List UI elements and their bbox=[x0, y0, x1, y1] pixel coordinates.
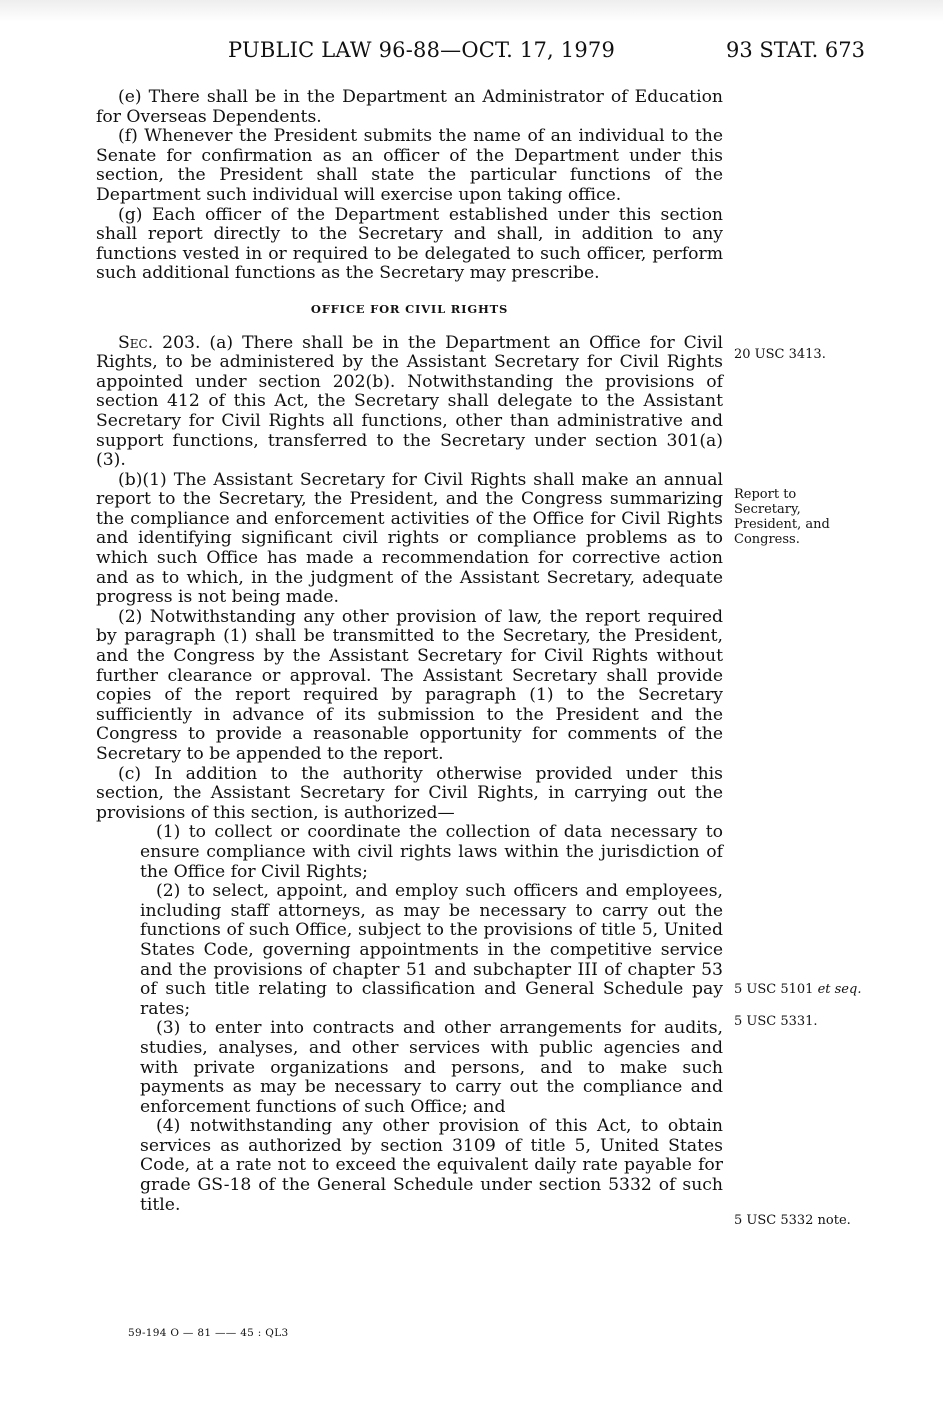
printing-code-footer: 59-194 O — 81 —— 45 : QL3 bbox=[128, 1327, 289, 1339]
usc-5101-label: 5 USC 5101 bbox=[734, 982, 814, 997]
scan-top-edge bbox=[0, 0, 943, 22]
item-2: (2) to select, appoint, and employ such officers and employees, including staff attorneys, as may be necessary to carry out the functions of such Office, subject to the provisions of title 5, United States Code, governing appointments in the competitive service and the provisions of chapter 51 and subchapter III of chapter 53 of such title relating to classification and General Schedule pay rates; bbox=[140, 881, 723, 1019]
section-203-a bbox=[96, 334, 723, 471]
public-law-citation: PUBLIC LAW 96-88—OCT. 17, 1979 bbox=[228, 38, 616, 62]
paragraph-e: (e) There shall be in the Department an Administrator of Education for Overseas Dependents. bbox=[96, 87, 723, 127]
section-203-a-text: (a) There shall be in the Department an Office for Civil Rights, to be administered by the Assistant Secretary for Civil Rights appointed under section 202(b). Notwithstanding the provisions of section 412 of this Act, the Secretary shall delegate to the Assistant Secretary for Civil Rights all functions, other than administrative and support functions, transferred to the Secretary under section 301(a)(3). bbox=[96, 332, 723, 471]
margin-note-20-usc-3413: 20 USC 3413. bbox=[734, 347, 826, 362]
paragraph-b2: (2) Notwithstanding any other provision of law, the report required by paragraph (1) shall be transmitted to the Secretary, the President, and the Congress by the Assistant Secretary for Civil Rights without further clearance or approval. The Assistant Secretary shall provide copies of the report required by paragraph (1) to the Secretary sufficiently in advance of its submission to the President and the Congress to provide a reasonable opportunity for comments of the Secretary to be appended to the report. bbox=[96, 606, 723, 764]
paragraph-g: (g) Each officer of the Department established under this section shall report directly to the Secretary and shall, in addition to any functions vested in or required to be delegated to such officer, perform such additional functions as the Secretary may prescribe. bbox=[96, 204, 723, 284]
paragraph-f: (f) Whenever the President submits the name of an individual to the Senate for confirmation as an officer of the Department under this section, the President shall state the particular functions of the Department such individual will exercise upon taking office. bbox=[96, 126, 723, 205]
margin-note-5-usc-5101 bbox=[734, 982, 934, 997]
margin-note-report: Report to Secretary, President, and Congress. bbox=[734, 487, 830, 547]
item-3: (3) to enter into contracts and other arrangements for audits, studies, analyses, and other services with public agencies and with private organizations and persons, and to make such payments as may be necessary to carry out the compliance and enforcement functions of such Office; and bbox=[140, 1018, 723, 1117]
section-heading: OFFICE FOR CIVIL RIGHTS bbox=[310, 301, 509, 316]
et-seq-label: et seq. bbox=[817, 982, 862, 997]
margin-note-5-usc-5331: 5 USC 5331. bbox=[734, 1014, 818, 1029]
statute-page-number: 93 STAT. 673 bbox=[726, 38, 866, 62]
margin-note-5-usc-5332: 5 USC 5332 note. bbox=[734, 1213, 851, 1228]
page-header bbox=[0, 38, 943, 68]
item-1: (1) to collect or coordinate the collection of data necessary to ensure compliance with civil rights laws within the jurisdiction of the Office for Civil Rights; bbox=[140, 822, 723, 882]
paragraph-c: (c) In addition to the authority otherwise provided under this section, the Assistant Secretary for Civil Rights, in carrying out the provisions of this section, is authorized— bbox=[96, 763, 723, 823]
item-4: (4) notwithstanding any other provision of this Act, to obtain services as authorized by section 3109 of title 5, United States Code, at a rate not to exceed the equivalent daily rate payable for grade GS-18 of the General Schedule under section 5332 of such title. bbox=[140, 1116, 723, 1215]
body-text bbox=[96, 88, 723, 1215]
section-label: Sec. 203. bbox=[118, 332, 201, 353]
paragraph-b1: (b)(1) The Assistant Secretary for Civil Rights shall make an annual report to the Secretary, the President, and the Congress summarizing the compliance and enforcement activities of the Office for Civil Rights and identifying significant civil rights or compliance problems as to which such Office has made a recommendation for corrective action and as to which, in the judgment of the Assistant Secretary, adequate progress is not being made. bbox=[96, 469, 723, 608]
